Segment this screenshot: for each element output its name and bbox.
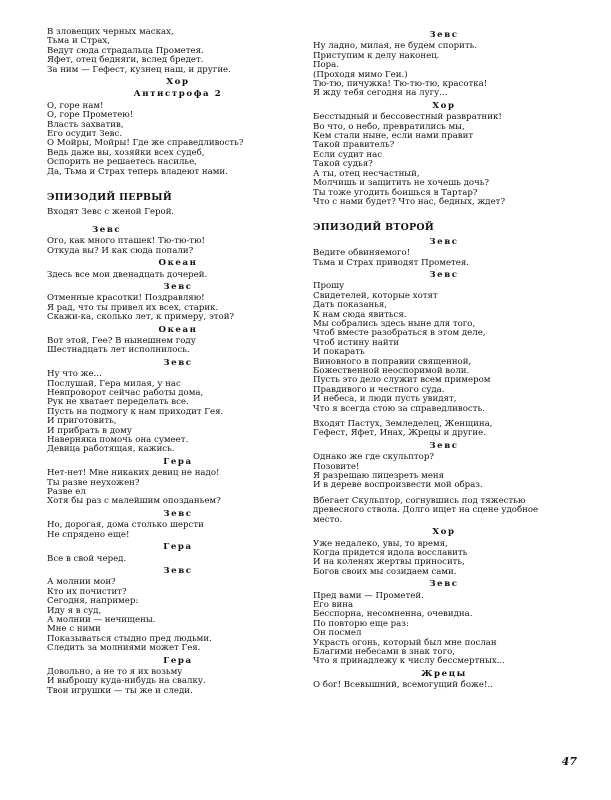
- verse-line: Шестнадцать лет исполнилось.: [47, 345, 190, 356]
- verse-line: О, горе нам!: [47, 100, 104, 111]
- stage-direction: место.: [313, 514, 343, 525]
- verse-line: Пусть это дело служит всем примером: [313, 375, 491, 386]
- verse-line: Бесспорна, несомненна, очевидна.: [313, 609, 473, 620]
- speaker-name: Зевс: [163, 357, 193, 368]
- verse-line: К нам сюда явиться.: [313, 309, 407, 320]
- verse-line: Сегодня, например:: [47, 596, 139, 607]
- verse-line: Но, дорогая, дома столько шерсти: [47, 520, 204, 531]
- speaker-name: Зевс: [163, 565, 193, 576]
- verse-line: В зловещих черных масках,: [47, 27, 174, 37]
- verse-line: Однако же где скульптор?: [313, 452, 434, 463]
- verse-line: Благими небесами в знак того,: [313, 646, 455, 657]
- verse-line: Когда придется идола восславить: [313, 547, 468, 558]
- verse-line: Отменные красотки! Поздравляю!: [47, 293, 205, 304]
- speaker-name: Зевс: [429, 236, 459, 247]
- verse-line: О, горе Прометею!: [47, 110, 134, 121]
- verse-line: Позовите!: [313, 461, 360, 472]
- verse-line: Рук не хватает переделать все.: [47, 397, 189, 408]
- verse-line: Ты тоже угодить боишься в Тартар?: [313, 187, 478, 198]
- speaker-name: Зевс: [429, 440, 459, 451]
- verse-line: Иду я в суд,: [47, 605, 102, 616]
- verse-line: Такой судья?: [313, 159, 373, 170]
- verse-line: (Проходя мимо Геи.): [313, 69, 408, 80]
- verse-line: Пусть на подмогу к нам приходит Гея.: [47, 406, 224, 417]
- verse-line: За ним — Гефест, кузнец наш, и другие.: [47, 64, 231, 75]
- verse-line: Я разрешаю лицезреть меня: [313, 471, 445, 482]
- speaker-name: Зевс: [429, 579, 459, 590]
- verse-line: Чтоб истину найти: [313, 337, 400, 348]
- verse-line: О Мойры, Мойры! Где же справедливость?: [47, 138, 244, 149]
- verse-line: Довольно, а не то я их возьму: [47, 666, 183, 677]
- verse-line: Разве ел: [47, 487, 86, 498]
- verse-line: Тю-тю, пичужка! Тю-тю-тю, красотка!: [313, 79, 488, 90]
- speaker-name: Зевс: [163, 281, 193, 292]
- verse-line: Ведите обвиняемого!: [313, 248, 411, 259]
- spacer: [47, 217, 309, 223]
- verse-line: Откуда вы? И как сюда попали?: [47, 245, 194, 256]
- speaker-name: Океан: [158, 258, 198, 269]
- stage-direction: Тьма и Страх приводят Прометея.: [313, 257, 470, 268]
- speaker-name: Гера: [163, 542, 193, 553]
- verse-line: Что я принадлежу к числу бессмертных...: [313, 656, 505, 667]
- verse-line: А молнии мои?: [47, 577, 116, 588]
- speaker-name: Зевс: [163, 508, 193, 519]
- verse-line: Бесстыдный и бессовестный развратник!: [313, 112, 502, 123]
- episode-heading: ЭПИЗОДИЙ ВТОРОЙ: [313, 222, 435, 234]
- verse-line: Кто их почистит?: [47, 586, 127, 597]
- left-column: [47, 28, 309, 696]
- verse-line: Ведут сюда страдальца Прометея.: [47, 45, 204, 56]
- verse-line: Послушай, Гера милая, у нас: [47, 378, 181, 389]
- stage-direction: древесного ствола. Долго ищет на сцене удобное: [313, 505, 539, 516]
- verse-line: Я рад, что ты привел их всех, старик.: [47, 302, 219, 313]
- speaker-name: Зевс: [429, 30, 459, 40]
- verse-line: Скажи-ка, сколько лет, к примеру, этой?: [47, 312, 235, 323]
- verse-line: Вот этой, Гее? В нынешнем году: [47, 335, 196, 346]
- verse-line: Чтоб вместе разобраться в этом деле,: [313, 328, 486, 339]
- verse-line: Украсть огонь, который был мне послан: [313, 637, 497, 648]
- verse-line: Власть захватив,: [47, 119, 124, 130]
- verse-line: Яфет, отец бедняги, вслед бредет.: [47, 55, 204, 66]
- stage-direction: Входят Зевс с женой Герой.: [47, 206, 175, 217]
- verse-line: Следить за молниями может Гея.: [47, 643, 201, 654]
- verse-line: Ты разве неухожен?: [47, 477, 140, 488]
- verse-line: Тьма и Страх,: [47, 36, 110, 47]
- verse-line: Божественной неоспоримой воли.: [313, 366, 470, 376]
- verse-line: Да, Тьма и Страх теперь владеют нами.: [47, 166, 228, 177]
- verse-line: Девица работящая, кажись.: [47, 444, 175, 455]
- verse-line: Такой правитель?: [313, 140, 395, 151]
- speaker-name: Хор: [432, 527, 456, 538]
- verse-line: Нет-нет! Мне никаких девиц не надо!: [47, 468, 220, 479]
- verse-line: Хотя бы раз с малейшим опозданьем?: [47, 496, 221, 507]
- speaker-name: Антистрофа 2: [133, 89, 223, 100]
- verse-line: О бог! Всевышний, всемогущий боже!..: [313, 680, 493, 691]
- verse-line: Твои игрушки — ты же и следи.: [47, 685, 193, 696]
- verse-line: Он посмел: [313, 628, 362, 639]
- verse-line: Что с нами будет? Что нас, бедных, ждет?: [313, 196, 506, 207]
- verse-line: Виновного в поправии священной,: [313, 356, 472, 367]
- speaker-name: Гера: [163, 456, 193, 467]
- verse-line: Оспорить не решаетесь насилье,: [47, 157, 197, 168]
- verse-line: Ну ладно, милая, не будем спорить.: [313, 41, 478, 52]
- verse-line: И в дереве воспроизвести мой образ.: [313, 480, 483, 491]
- verse-line: И приготовить,: [47, 416, 117, 427]
- verse-line: Все в свой черед.: [47, 553, 127, 564]
- speaker-name: Гера: [163, 655, 193, 666]
- verse-line: Ну что же...: [47, 369, 102, 380]
- verse-line: Ого, как много пташек! Тю-тю-тю!: [47, 236, 205, 247]
- verse-line: Приступим к делу наконец.: [313, 50, 440, 61]
- verse-line: И прибрать в дому: [47, 425, 132, 436]
- page-number: 47: [561, 755, 577, 768]
- stage-direction: Гефест, Яфет, Инах, Жрецы и другие.: [313, 428, 486, 439]
- verse-line: Мы собрались здесь ныне для того,: [313, 318, 476, 329]
- verse-line: Во что, о небо, превратились мы,: [313, 121, 465, 132]
- verse-line: А молнии — нечищены.: [47, 614, 156, 625]
- verse-line: Наверняка помочь она сумеет.: [47, 435, 189, 446]
- speaker-name: Зевс: [92, 224, 122, 235]
- verse-line: Его осудит Зевс.: [47, 129, 123, 140]
- episode-heading: ЭПИЗОДИЙ ПЕРВЫЙ: [47, 192, 173, 204]
- verse-line: Не спрядено еще!: [47, 529, 130, 540]
- verse-line: По повторю еще раз:: [313, 618, 409, 629]
- verse-line: И на коленях жертвы приносить,: [313, 557, 465, 568]
- verse-line: Богов своих мы созидаем сами.: [313, 566, 457, 577]
- verse-line: А ты, отец несчастный,: [313, 168, 420, 179]
- verse-line: Его вина: [313, 599, 354, 610]
- speaker-name: Жрецы: [421, 668, 467, 679]
- speaker-name: Хор: [166, 77, 190, 88]
- verse-line: Невпроворот сейчас работы дома,: [47, 388, 204, 398]
- verse-line: Здесь все мои двенадцать дочерей.: [47, 269, 208, 280]
- verse-line: Свидетелей, которые хотят: [313, 290, 438, 301]
- verse-line: Показываться стыдно пред людьми.: [47, 633, 212, 644]
- verse-line: Пред вами — Прометей.: [313, 590, 424, 601]
- verse-line: Ведь даже вы, хозяйки всех судеб,: [47, 147, 205, 158]
- verse-line: И небеса, и люди пусть увидят,: [313, 394, 457, 405]
- verse-line: И покарать: [313, 347, 365, 358]
- verse-line: Что я всегда стою за справедливость.: [313, 403, 485, 414]
- verse-line: Кем стали ныне, если нами правит: [313, 131, 474, 142]
- verse-line: И выброшу куда-нибудь на свалку.: [47, 676, 206, 687]
- speaker-name: Зевс: [429, 269, 459, 280]
- stage-direction: Вбегает Скульптор, согнувшись под тяжестью: [313, 495, 526, 506]
- verse-line: Правдивого и честного суда.: [313, 384, 445, 395]
- verse-line: Молчишь и защитить не хочешь дочь?: [313, 178, 490, 189]
- right-column: [313, 28, 575, 691]
- stage-direction: Входят Пастух, Земледелец, Женщина,: [313, 419, 493, 430]
- verse-line: Я жду тебя сегодня на лугу...: [313, 88, 448, 99]
- verse-line: Пора.: [313, 60, 340, 71]
- verse-line: Уже недалеко, увы, то время,: [313, 538, 448, 549]
- verse-line: Мне с ними: [47, 624, 101, 635]
- speaker-name: Океан: [158, 324, 198, 335]
- speaker-name: Хор: [432, 100, 456, 111]
- verse-line: Если судит нас: [313, 149, 383, 160]
- verse-line: Дать показанья,: [313, 300, 388, 311]
- verse-line: Прошу: [313, 281, 345, 292]
